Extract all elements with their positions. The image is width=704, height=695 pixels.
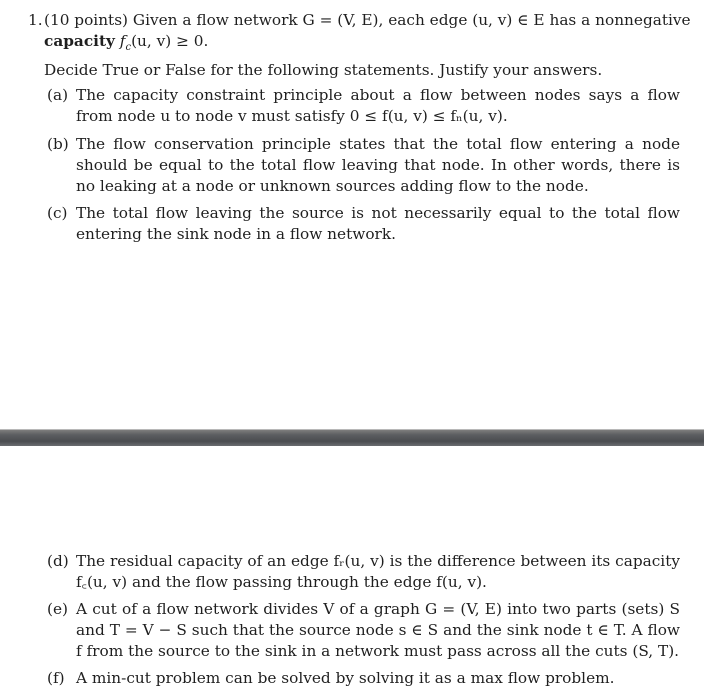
capacity-function: f	[114, 32, 126, 50]
instruction-text: Decide True or False for the following statements. Justify your answers.	[44, 61, 603, 79]
question-number: 1.	[28, 11, 43, 29]
question-header-line2	[44, 31, 208, 58]
item-b-text: The flow conservation principle states that the total flow entering a node should be equal to the total flow leaving that node. In other words, there is no leaking at a node or unknown sources adding flow to the node.	[76, 135, 680, 195]
item-a-label: (a)	[47, 86, 69, 104]
item-b-label: (b)	[47, 135, 69, 153]
capacity-term: capacity	[44, 32, 115, 50]
item-a-text: The capacity constraint principle about a flow between nodes says a flow from node u to node v must satisfy 0 ≤ f(u, v) ≤ fₙ(u, v).	[76, 86, 680, 125]
capacity-args: (u, v) ≥ 0.	[131, 32, 209, 50]
item-f-text: A min-cut problem can be solved by solving it as a max flow problem.	[76, 669, 615, 687]
item-c-label: (c)	[47, 204, 68, 222]
item-d-text: The residual capacity of an edge fᵣ(u, v) is the difference between its capacity f꜀(u, v) and the flow passing through the edge f(u, v).	[76, 552, 680, 591]
item-c-text: The total flow leaving the source is not necessarily equal to the total flow entering the sink node in a flow network.	[76, 204, 680, 243]
item-e-label: (e)	[47, 600, 68, 618]
item-f-label: (f)	[47, 669, 65, 687]
question-header-line1: (10 points) Given a flow network G = (V, E), each edge (u, v) ∈ E has a nonnegative	[44, 11, 691, 29]
capacity-subscript: c	[125, 42, 132, 54]
item-e-text: A cut of a flow network divides V of a graph G = (V, E) into two parts (sets) S and T = V − S such that the source node s ∈ S and the sink node t ∈ T. A flow f from the source to the sink in a network must pass across all the cuts (S, T).	[76, 600, 680, 660]
item-d-label: (d)	[47, 552, 69, 570]
page-divider	[0, 430, 704, 446]
